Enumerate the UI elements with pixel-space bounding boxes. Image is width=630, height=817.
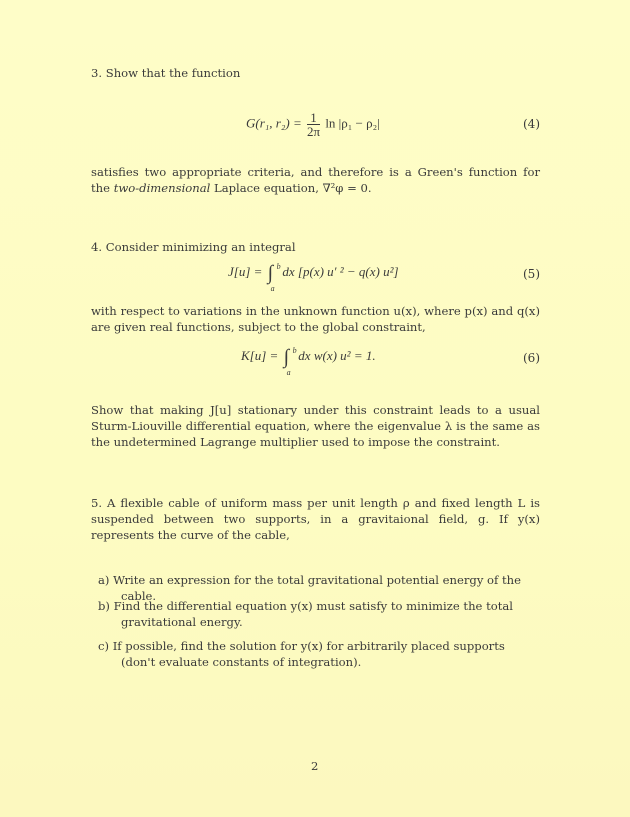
part-label: b)	[98, 599, 110, 613]
equation-5-math	[228, 262, 399, 293]
equation-number-6: (6)	[523, 351, 540, 365]
upper-limit: b	[292, 346, 297, 355]
problem-5-part-c	[98, 638, 540, 670]
part-text: If possible, find the solution for y(x) for arbitrarily placed supports (don't evaluate constants of integration).	[112, 639, 505, 669]
problem-3-body-part2: Laplace equation, ∇²φ = 0.	[210, 181, 372, 195]
equation-6-lhs: K[u] =	[241, 347, 279, 363]
problem-5-intro: 5. A flexible cable of uniform mass per unit length ρ and fixed length L is suspended between two supports, in a gravitaional field, g. If y(x) represents the curve of the cable,	[91, 496, 540, 542]
equation-6-integrand: dx w(x) u² = 1.	[298, 347, 376, 363]
lower-limit: a	[286, 368, 291, 377]
equation-5-integrand: dx [p(x) u′ ² − q(x) u²]	[282, 263, 399, 279]
equation-4-fraction	[307, 111, 320, 138]
page-number: 2	[311, 759, 319, 773]
equation-5	[91, 257, 540, 291]
problem-3-intro: 3. Show that the function	[91, 66, 241, 80]
integral-sign: ∫ b a	[284, 347, 289, 367]
part-label: c)	[98, 639, 110, 653]
fraction-numerator: 1	[307, 111, 320, 125]
part-text: Find the differential equation y(x) must satisfy to minimize the total gravitational energy.	[113, 599, 513, 629]
equation-4-rhs: ln |ρ₁ − ρ₂|	[325, 115, 380, 131]
problem-3-body-part1: satisfies two appropriate criteria, and therefore is a Green's function for the	[91, 165, 540, 195]
part-label: a)	[98, 573, 110, 587]
equation-6-math	[241, 346, 376, 377]
problem-4-intro: 4. Consider minimizing an integral	[91, 240, 296, 254]
problem-3-body	[91, 164, 540, 196]
problem-4-middle: with respect to variations in the unknown function u(x), where p(x) and q(x) are given real functions, subject to the global constraint,	[91, 304, 540, 334]
part-text: Write an expression for the total gravitational potential energy of the cable.	[113, 573, 521, 603]
equation-4-math	[246, 111, 380, 138]
problem-5-part-b	[98, 598, 540, 630]
equation-number-5: (5)	[523, 267, 540, 281]
equation-5-lhs: J[u] =	[228, 263, 263, 279]
equation-4	[91, 107, 540, 141]
problem-3-body-italic: two-dimensional	[113, 181, 211, 195]
upper-limit: b	[276, 262, 281, 271]
equation-4-lhs: G(r₁, r₂) =	[246, 115, 302, 131]
lower-limit: a	[270, 284, 275, 293]
equation-6	[91, 341, 540, 375]
problem-4-conclusion: Show that making J[u] stationary under this constraint leads to a usual Sturm-Liouville differential equation, where the eigenvalue λ is the same as the undetermined Lagrange multiplier used to impose the constraint.	[91, 403, 540, 449]
fraction-denominator: 2π	[306, 124, 321, 139]
integral-sign: ∫ b a	[268, 263, 273, 283]
equation-number-4: (4)	[523, 117, 540, 131]
